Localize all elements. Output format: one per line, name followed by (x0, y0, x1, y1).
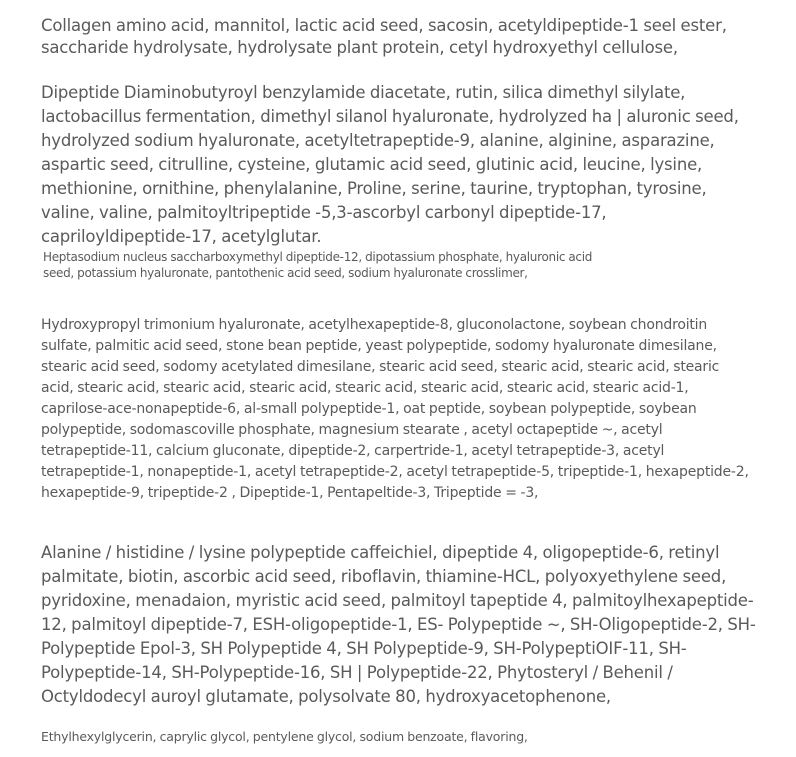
ingredient-paragraph-2: Dipeptide Diaminobutyroyl benzylamide diacetate, rutin, silica dimethyl silylate, lactobacillus fermentation, dimethyl silanol hyaluronate, hydrolyzed ha | aluronic seed, hydrolyzed sodium hyaluronate, acetyltetrapeptide-9, alanine, alginine, asparazine, aspartic seed, citrulline, cysteine, glutamic acid seed, glutinic acid, leucine, lysine, methionine, ornithine, phenylalanine, Proline, serine, taurine, tryptophan, tyrosine, valine, valine, palmitoyltripeptide -5,3-ascorbyl carbonyl dipeptide-17, capriloyldipeptide-17, acetylglutar. (41, 83, 739, 246)
ingredient-paragraph-1: Collagen amino acid, mannitol, lactic acid seed, sacosin, acetyldipeptide-1 seel ester, saccharide hydrolysate, hydrolysate plant protein, cetyl hydroxyethyl cellulose, (41, 16, 727, 57)
ingredient-paragraph-5: Alanine / histidine / lysine polypeptide caffeichiel, dipeptide 4, oligopeptide-6, retinyl palmitate, biotin, ascorbic acid seed, riboflavin, thiamine-HCL, polyoxyethylene seed, pyridoxine, menadaion, myristic acid seed, palmitoyl tapeptide 4, palmitoylhexapeptide-12, palmitoyl dipeptide-7, ESH-oligopeptide-1, ES- Polypeptide ~, SH-Oligopeptide-2, SH-Polypeptide Epol-3, SH Polypeptide 4, SH Polypeptide-9, SH-PolypeptiOIF-11, SH-Polypeptide-14, SH-Polypeptide-16, SH | Polypeptide-22, Phytosteryl / Behenil / Octyldodecyl auroyl glutamate, polysolvate 80, hydroxyacetophenone, (41, 543, 756, 706)
ingredient-paragraph-6: Ethylhexylglycerin, caprylic glycol, pentylene glycol, sodium benzoate, flavoring, (41, 729, 528, 744)
ingredient-paragraph-3: Heptasodium nucleus saccharboxymethyl dipeptide-12, dipotassium phosphate, hyaluronic acid seed, potassium hyaluronate, pantothenic acid seed, sodium hyaluronate crosslimer, (43, 250, 593, 280)
ingredient-paragraph-4: Hydroxypropyl trimonium hyaluronate, acetylhexapeptide-8, gluconolactone, soybean chondroitin sulfate, palmitic acid seed, stone bean peptide, yeast polypeptide, sodomy hyaluronate dimesilane, stearic acid seed, sodomy acetylated dimesilane, stearic acid seed, stearic acid, stearic acid, stearic acid, stearic acid, stearic acid, stearic acid, stearic acid, stearic acid, stearic acid, stearic acid-1, caprilose-ace-nonapeptide-6, al-small polypeptide-1, oat peptide, soybean polypeptide, soybean polypeptide, sodomascoville phosphate, magnesium stearate , acetyl octapeptide ~, acetyl tetrapeptide-11, calcium gluconate, dipeptide-2, carpertride-1, acetyl tetrapeptide-3, acetyl tetrapeptide-1, nonapeptide-1, acetyl tetrapeptide-2, acetyl tetrapeptide-5, tripeptide-1, hexapeptide-2, hexapeptide-9, tripeptide-2 , Dipeptide-1, Pentapeltide-3, Tripeptide = -3, (41, 317, 749, 501)
